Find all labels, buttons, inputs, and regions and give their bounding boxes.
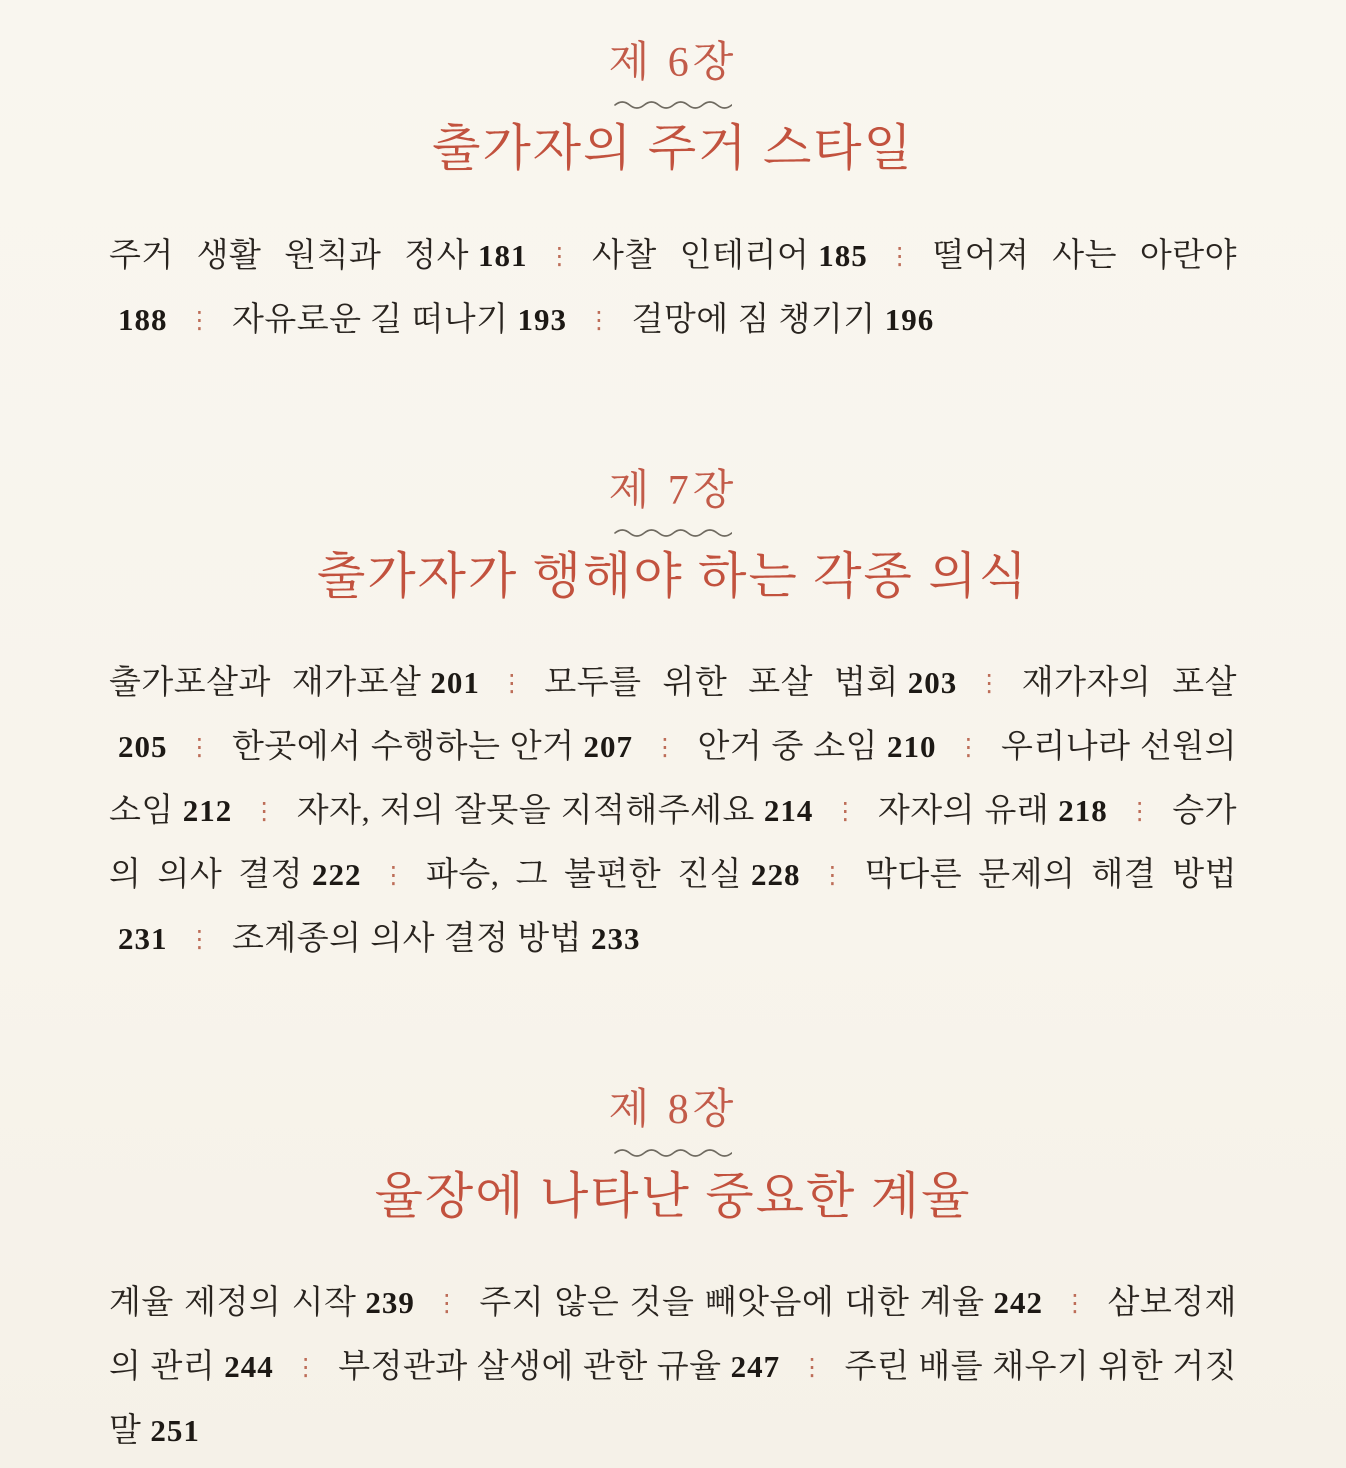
- wavy-divider: [614, 1148, 732, 1158]
- toc-entry-title: 우리나라 선원의 소임: [109, 729, 1237, 830]
- toc-entry-title: 계율 제정의 시작: [109, 1285, 357, 1322]
- entry-separator-dots: ⋮: [587, 305, 612, 334]
- entry-separator-dots: ⋮: [833, 797, 858, 826]
- toc-entries: [109, 224, 1237, 352]
- toc-entry-title: 주린 배를 채우기 위한 거짓말: [109, 1349, 1237, 1450]
- toc-entry-page-number: 233: [591, 921, 641, 957]
- entry-separator-dots: ⋮: [499, 669, 525, 698]
- toc-entry-page-number: 201: [430, 665, 480, 701]
- entry-separator-dots: ⋮: [1062, 1289, 1088, 1318]
- toc-entry-title: 자유로운 길 떠나기: [232, 301, 509, 338]
- entry-separator-dots: ⋮: [977, 669, 1002, 698]
- chapter-title: 출가자의 주거 스타일: [432, 120, 914, 177]
- toc-entry-title: 사찰 인테리어: [592, 237, 810, 274]
- toc-entry-page-number: 188: [118, 301, 168, 337]
- entry-separator-dots: ⋮: [187, 925, 212, 954]
- toc-entry-page-number: 205: [118, 729, 168, 765]
- entry-separator-dots: ⋮: [800, 1353, 825, 1382]
- chapter-label: 제 8장: [608, 1087, 738, 1134]
- toc-entry-page-number: 203: [907, 665, 958, 701]
- entry-separator-dots: ⋮: [187, 305, 212, 334]
- entry-separator-dots: ⋮: [956, 733, 982, 762]
- chapter-section-7: [0, 468, 1346, 972]
- toc-entry-page-number: 222: [312, 857, 362, 893]
- wavy-divider: [614, 100, 732, 110]
- toc-entry-title: 파승, 그 불편한 진실: [426, 857, 743, 894]
- chapter-title: 출가자가 행해야 하는 각종 의식: [317, 547, 1029, 604]
- entry-separator-dots: ⋮: [187, 733, 212, 762]
- toc-entry-page-number: 251: [150, 1413, 200, 1449]
- toc-entry-page-number: 207: [583, 729, 633, 765]
- entry-separator-dots: ⋮: [293, 1353, 319, 1382]
- toc-entry-title: 걸망에 짐 챙기기: [631, 301, 876, 338]
- toc-entry-page-number: 239: [365, 1285, 415, 1321]
- toc-entry-page-number: 214: [763, 793, 814, 829]
- toc-entry-title: 출가포살과 재가포살: [109, 665, 422, 702]
- toc-entry-title: 안거 중 소임: [697, 729, 879, 766]
- entry-separator-dots: ⋮: [381, 861, 407, 890]
- toc-entry-title: 부정관과 살생에 관한 규율: [338, 1349, 722, 1386]
- toc-entry-page-number: 218: [1058, 793, 1108, 829]
- entry-separator-dots: ⋮: [434, 1289, 460, 1318]
- toc-entry-title: 자자, 저의 잘못을 지적해주세요: [296, 793, 755, 830]
- chapter-label: 제 6장: [608, 40, 738, 86]
- toc-entry-title: 막다른 문제의 해결 방법: [865, 857, 1238, 894]
- chapter-title: 율장에 나타난 중요한 계율: [374, 1167, 972, 1224]
- chapter-section-6: [0, 40, 1346, 352]
- toc-entry-title: 모두를 위한 포살 법회: [544, 665, 899, 702]
- chapter-label: 제 7장: [608, 467, 738, 514]
- toc-entry-page-number: 228: [751, 857, 801, 893]
- toc-entry-page-number: 193: [517, 301, 568, 337]
- entry-separator-dots: ⋮: [887, 241, 913, 270]
- toc-entry-page-number: 212: [182, 793, 233, 829]
- entry-separator-dots: ⋮: [1127, 797, 1153, 826]
- toc-entry-page-number: 244: [224, 1349, 274, 1385]
- toc-entry-page-number: 231: [118, 921, 168, 957]
- toc-entry-title: 삼보정재의 관리: [109, 1285, 1237, 1386]
- toc-entry-title: 자자의 유래: [877, 793, 1050, 830]
- toc-entry-title: 한곳에서 수행하는 안거: [232, 729, 575, 766]
- toc-entries: [109, 651, 1237, 971]
- toc-entry-title: 주지 않은 것을 빼앗음에 대한 계율: [479, 1285, 985, 1322]
- chapter-section-8: [0, 1087, 1346, 1463]
- entry-separator-dots: ⋮: [547, 241, 573, 270]
- toc-entry-page-number: 181: [478, 237, 528, 273]
- entry-separator-dots: ⋮: [820, 861, 846, 890]
- toc-entry-page-number: 242: [993, 1285, 1043, 1321]
- toc-entry-page-number: 210: [887, 729, 937, 765]
- toc-entry-title: 떨어져 사는 아란야: [932, 237, 1237, 274]
- wavy-divider: [614, 528, 732, 538]
- entry-separator-dots: ⋮: [652, 733, 678, 762]
- entry-separator-dots: ⋮: [252, 797, 277, 826]
- toc-entry-title: 재가자의 포살: [1021, 665, 1237, 702]
- toc-entry-page-number: 196: [884, 301, 935, 337]
- toc-entry-page-number: 247: [730, 1349, 781, 1385]
- toc-entry-page-number: 185: [818, 237, 868, 273]
- toc-entries: [109, 1271, 1237, 1463]
- toc-entry-title: 승가의 의사 결정: [109, 793, 1237, 894]
- toc-entry-title: 조계종의 의사 결정 방법: [232, 921, 583, 958]
- toc-entry-title: 주거 생활 원칙과 정사: [109, 237, 470, 274]
